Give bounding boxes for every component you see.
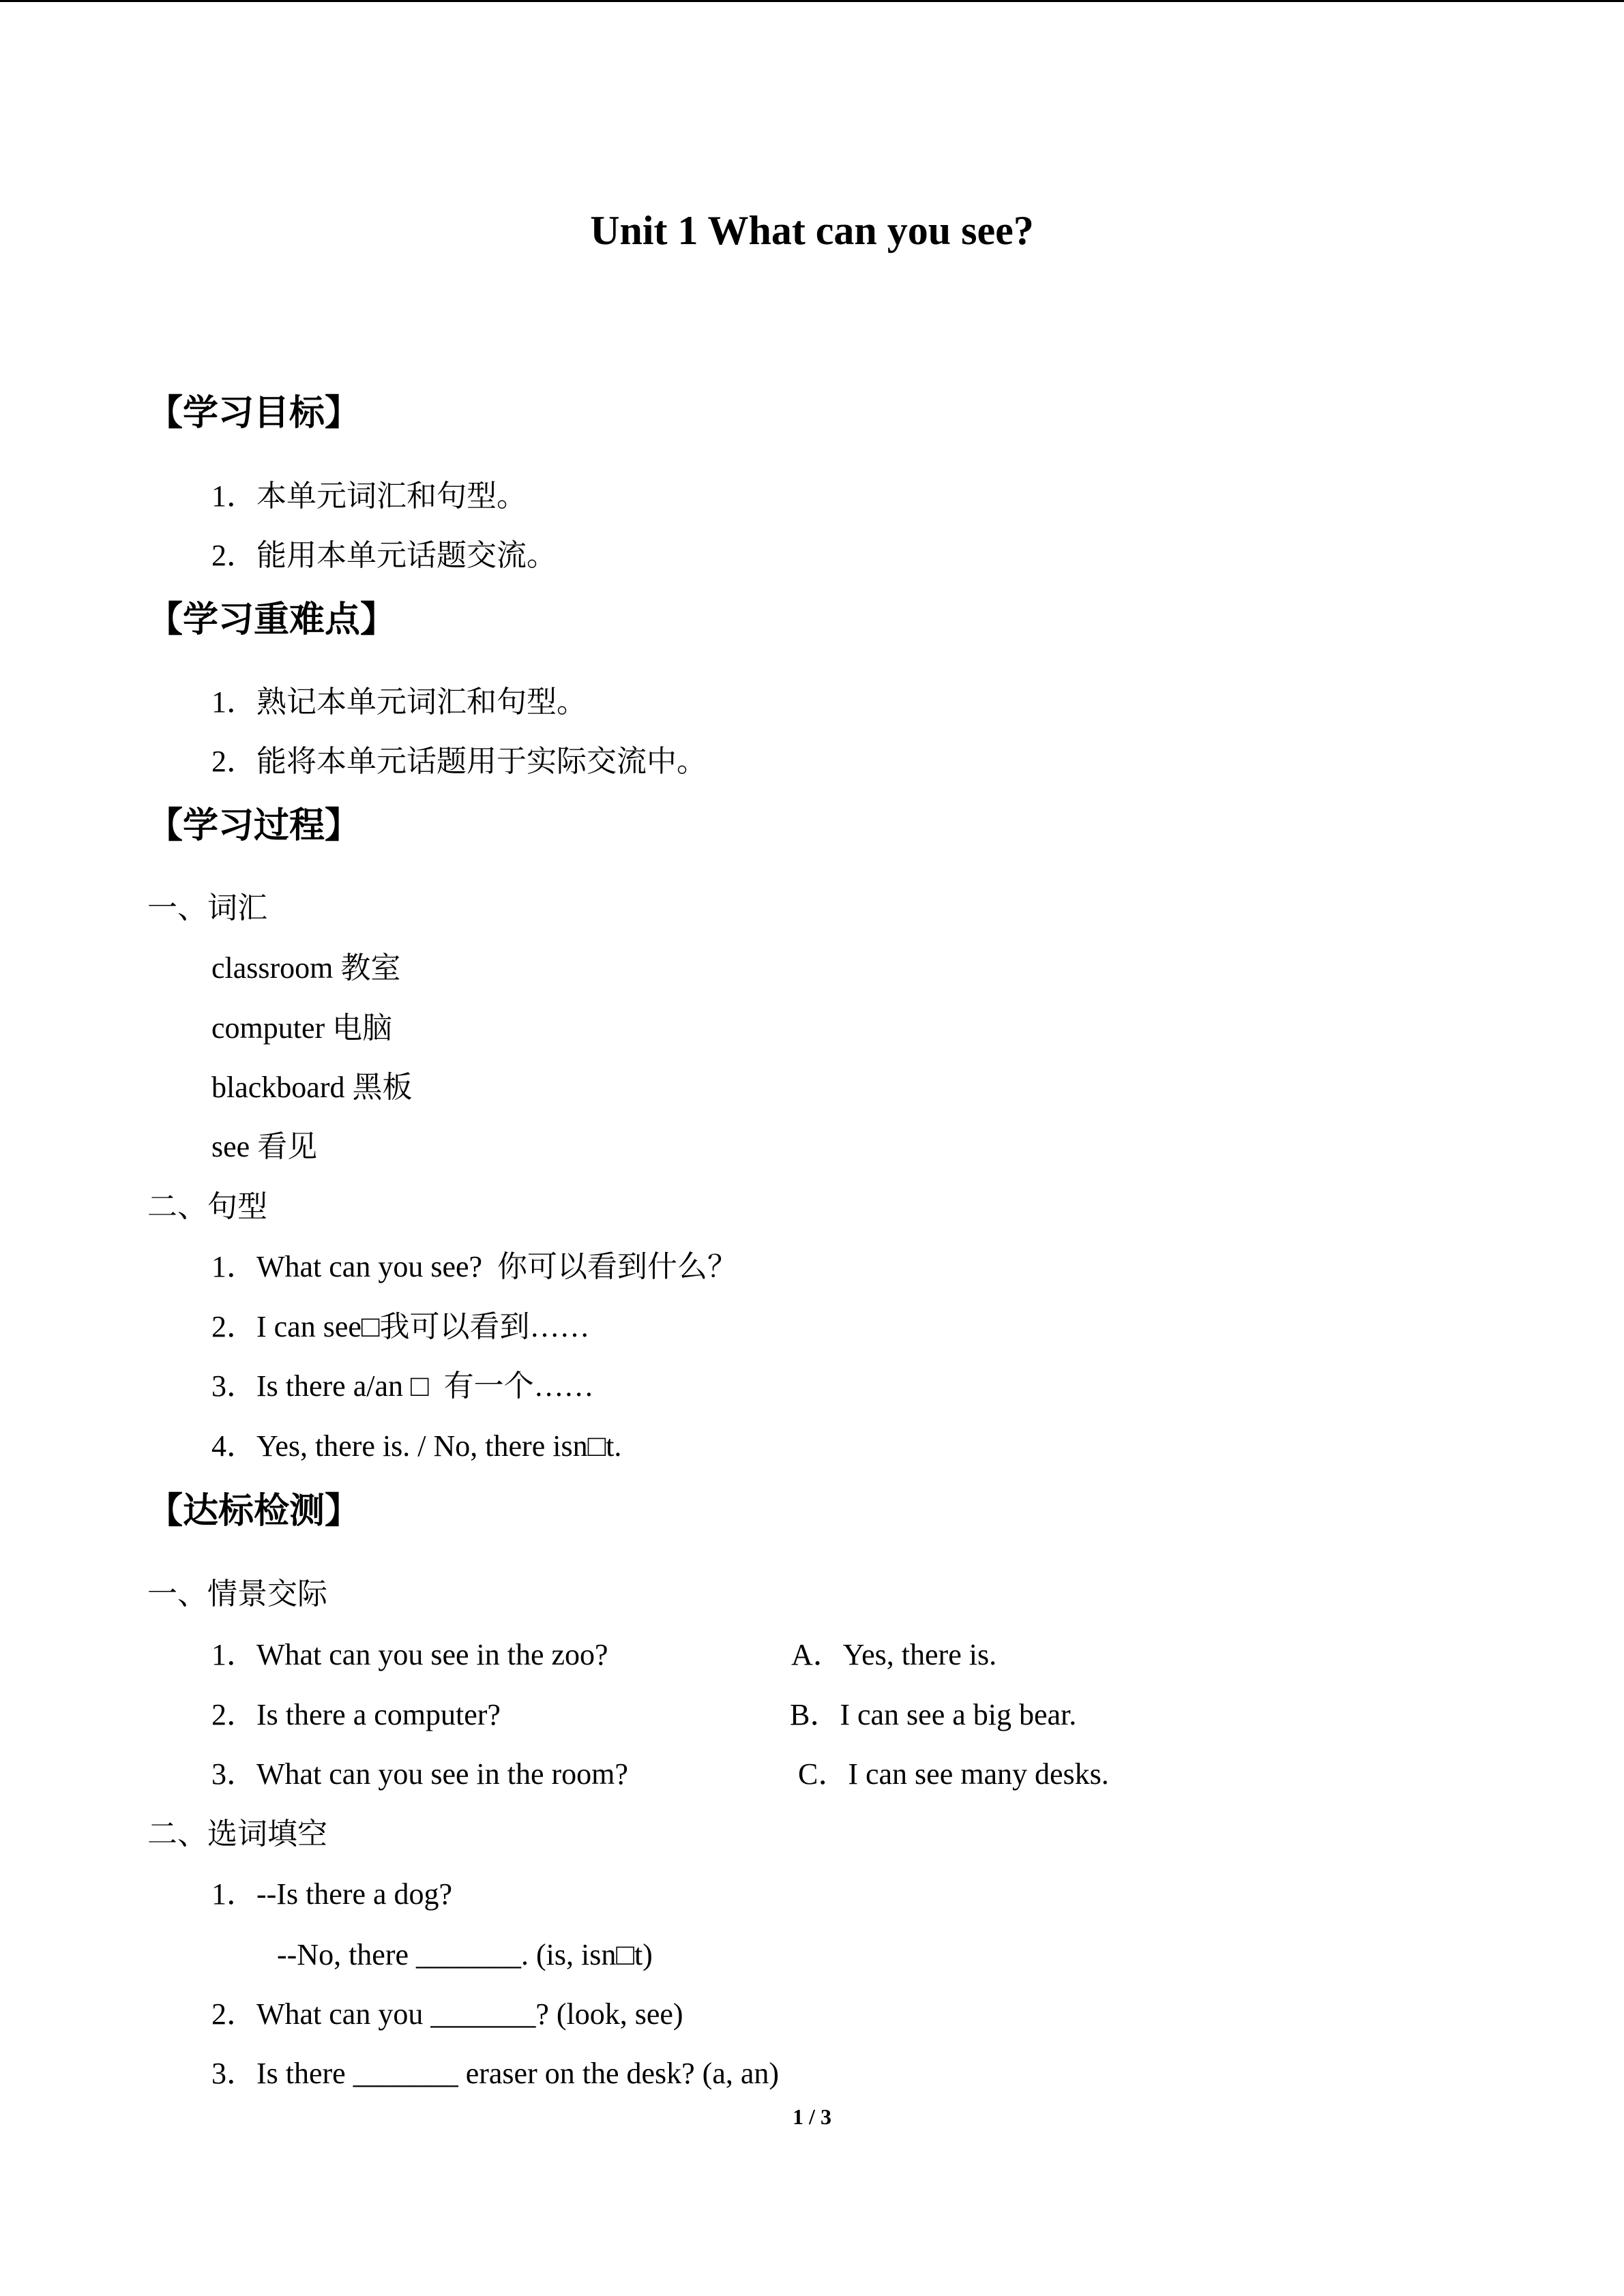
process-heading: 【学习过程】 <box>147 805 361 846</box>
key-point-item-2: 2．能将本单元话题用于实际交流中。 <box>211 745 707 778</box>
fill-blank-item: 3．Is there _______ eraser on the desk? (a, an) <box>211 2057 780 2090</box>
vocab-title: 一、词汇 <box>147 891 267 925</box>
sentences-title: 二、句型 <box>147 1190 267 1223</box>
matching-question: 2．Is there a computer? <box>211 1698 501 1731</box>
matching-answer: C．I can see many desks. <box>798 1757 1109 1791</box>
vocab-item: computer 电脑 <box>211 1011 393 1045</box>
fill-blank-item: 2．What can you _______? (look, see) <box>211 1997 683 2031</box>
vocab-item: see 看见 <box>211 1130 318 1163</box>
objective-item-2: 2．能用本单元话题交流。 <box>211 539 557 572</box>
sentence-item: 4．Yes, there is. / No, there isn□t. <box>211 1429 622 1463</box>
top-border-rule <box>0 0 1624 2</box>
part1-title: 一、情景交际 <box>147 1577 327 1611</box>
test-heading: 【达标检测】 <box>147 1491 361 1532</box>
sentence-item: 2．I can see□我可以看到…… <box>211 1310 590 1343</box>
part2-title: 二、选词填空 <box>147 1817 327 1851</box>
matching-answer: B．I can see a big bear. <box>790 1698 1077 1731</box>
fill-blank-response: --No, there _______. (is, isn□t) <box>277 1938 653 1971</box>
matching-answer: A．Yes, there is. <box>791 1638 997 1671</box>
key-points-heading: 【学习重难点】 <box>147 599 396 640</box>
page-number: 1 / 3 <box>793 2104 831 2129</box>
objectives-heading: 【学习目标】 <box>147 393 361 434</box>
objective-item-1: 1．本单元词汇和句型。 <box>211 479 527 513</box>
fill-blank-item: 1．--Is there a dog? <box>211 1877 453 1911</box>
sentence-item: 1．What can you see? 你可以看到什么？ <box>211 1250 738 1283</box>
matching-question: 3．What can you see in the room? <box>211 1757 628 1791</box>
sentence-item: 3．Is there a/an □ 有一个…… <box>211 1369 594 1403</box>
matching-question: 1．What can you see in the zoo? <box>211 1638 608 1671</box>
key-point-item-1: 1．熟记本单元词汇和句型。 <box>211 685 587 719</box>
vocab-item: blackboard 黑板 <box>211 1071 413 1104</box>
vocab-item: classroom 教室 <box>211 951 401 985</box>
document-title: Unit 1 What can you see? <box>590 208 1034 253</box>
